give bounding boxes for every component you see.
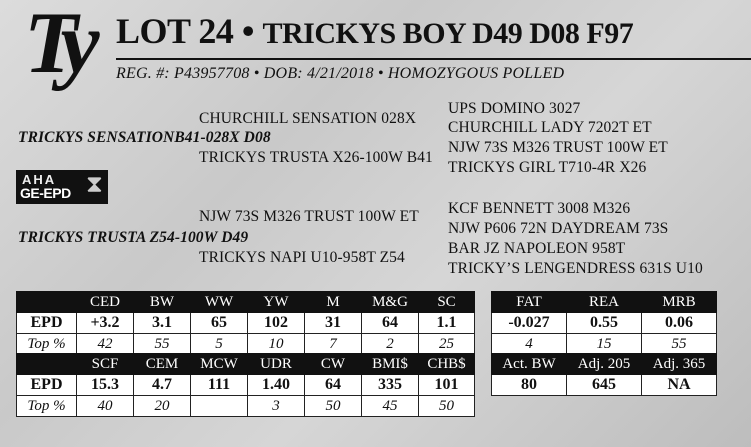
header-cell: Adj. 205 — [567, 354, 642, 375]
title-rule — [116, 58, 751, 60]
header-cell: CHB$ — [419, 354, 475, 375]
pct-cell: 20 — [134, 396, 191, 417]
epd-cell: 335 — [362, 375, 419, 396]
pct-cell: 3 — [248, 396, 305, 417]
pedigree-dam: TRICKYS TRUSTA Z54-100W D49 — [18, 229, 249, 246]
pct-cell: 50 — [305, 396, 362, 417]
epd-value-row — [17, 313, 475, 334]
pedigree-sire-dam: TRICKYS TRUSTA X26-100W B41 — [199, 149, 433, 166]
epd-cell: 65 — [191, 313, 248, 334]
header-cell: UDR — [248, 354, 305, 375]
weight-cell: NA — [642, 375, 717, 396]
carcass-header-row — [492, 292, 717, 313]
epd-cell: 1.1 — [419, 313, 475, 334]
logo-text: Ty — [24, 0, 86, 92]
header-cell: MRB — [642, 292, 717, 313]
epd-cell: 111 — [191, 375, 248, 396]
row-label: Top % — [17, 334, 77, 355]
pedigree-ddd: TRICKY’S LENGENDRESS 631S U10 — [448, 260, 703, 277]
header-cell: CED — [77, 292, 134, 313]
epd-table-growth — [16, 291, 475, 355]
top-percent-row — [17, 334, 475, 355]
epd-cell: 15.3 — [77, 375, 134, 396]
pct-cell: 45 — [362, 396, 419, 417]
row-label: EPD — [17, 375, 77, 396]
epd-cell: 102 — [248, 313, 305, 334]
epd-cell: 0.06 — [642, 313, 717, 334]
pct-cell: 50 — [419, 396, 475, 417]
header-cell: BW — [134, 292, 191, 313]
pct-cell: 25 — [419, 334, 475, 355]
pedigree-dam-sire: NJW 73S M326 TRUST 100W ET — [199, 208, 419, 225]
badge-ge-epd-text: GE-EPD — [20, 185, 71, 201]
carcass-pct-row — [492, 334, 717, 355]
epd-cell: 4.7 — [134, 375, 191, 396]
top-percent-row — [17, 396, 475, 417]
header-cell: CW — [305, 354, 362, 375]
epd-cell: 64 — [305, 375, 362, 396]
header-cell: Adj. 365 — [642, 354, 717, 375]
header-cell: FAT — [492, 292, 567, 313]
header-cell: Act. BW — [492, 354, 567, 375]
pedigree-dss: KCF BENNETT 3008 M326 — [448, 200, 631, 217]
pct-cell: 5 — [191, 334, 248, 355]
header-cell: SCF — [77, 354, 134, 375]
pedigree-sire: TRICKYS SENSATIONB41-028X D08 — [18, 129, 271, 146]
row-label: EPD — [17, 313, 77, 334]
header-cell: SC — [419, 292, 475, 313]
epd-table-carcass — [491, 291, 717, 355]
badge-aha-text: AHA — [22, 172, 57, 187]
pedigree-sire-sire: CHURCHILL SENSATION 028X — [199, 110, 417, 127]
animal-name: TRICKYS BOY D49 D08 F97 — [262, 17, 634, 50]
pct-cell — [191, 396, 248, 417]
pct-cell: 7 — [305, 334, 362, 355]
epd-cell: 3.1 — [134, 313, 191, 334]
epd-table-maternal-carcass — [16, 353, 475, 417]
row-label: Top % — [17, 396, 77, 417]
pedigree-dsd: NJW P606 72N DAYDREAM 73S — [448, 220, 669, 237]
pct-cell: 55 — [134, 334, 191, 355]
epd-cell: 31 — [305, 313, 362, 334]
epd-cell: +3.2 — [77, 313, 134, 334]
dna-helix-icon: ⧗ — [86, 172, 103, 198]
pct-cell: 10 — [248, 334, 305, 355]
epd-header-row — [17, 354, 475, 375]
ranch-logo — [10, 0, 106, 92]
epd-cell: 64 — [362, 313, 419, 334]
title-bullet: • — [241, 11, 254, 51]
weights-value-row — [492, 375, 717, 396]
pedigree-dam-dam: TRICKYS NAPI U10-958T Z54 — [199, 249, 405, 266]
epd-cell: 1.40 — [248, 375, 305, 396]
header-cell: YW — [248, 292, 305, 313]
pct-cell: 4 — [492, 334, 567, 355]
pct-cell: 2 — [362, 334, 419, 355]
epd-header-row — [17, 292, 475, 313]
registration-line: REG. #: P43957708 • DOB: 4/21/2018 • HOMOZYGOUS POLLED — [116, 65, 565, 82]
epd-cell: 101 — [419, 375, 475, 396]
weights-header-row — [492, 354, 717, 375]
pedigree-sds: NJW 73S M326 TRUST 100W ET — [448, 139, 668, 156]
header-cell — [17, 354, 77, 375]
lot-number: LOT 24 — [116, 11, 234, 51]
weight-cell: 645 — [567, 375, 642, 396]
pedigree-ssd: CHURCHILL LADY 7202T ET — [448, 119, 652, 136]
header-cell — [17, 292, 77, 313]
header-cell: CEM — [134, 354, 191, 375]
pedigree-dds: BAR JZ NAPOLEON 958T — [448, 240, 626, 257]
weight-cell: 80 — [492, 375, 567, 396]
pct-cell: 40 — [77, 396, 134, 417]
header-cell: MCW — [191, 354, 248, 375]
pct-cell: 55 — [642, 334, 717, 355]
header-cell: BMI$ — [362, 354, 419, 375]
weights-table — [491, 353, 717, 396]
pedigree-sdd: TRICKYS GIRL T710-4R X26 — [448, 159, 647, 176]
lot-title — [116, 10, 633, 52]
header-cell: REA — [567, 292, 642, 313]
epd-cell: -0.027 — [492, 313, 567, 334]
epd-cell: 0.55 — [567, 313, 642, 334]
aha-ge-epd-badge — [16, 170, 108, 204]
pct-cell: 15 — [567, 334, 642, 355]
header-cell: M&G — [362, 292, 419, 313]
carcass-value-row — [492, 313, 717, 334]
pedigree-sss: UPS DOMINO 3027 — [448, 100, 581, 117]
header-cell: M — [305, 292, 362, 313]
header-cell: WW — [191, 292, 248, 313]
pct-cell: 42 — [77, 334, 134, 355]
epd-value-row — [17, 375, 475, 396]
